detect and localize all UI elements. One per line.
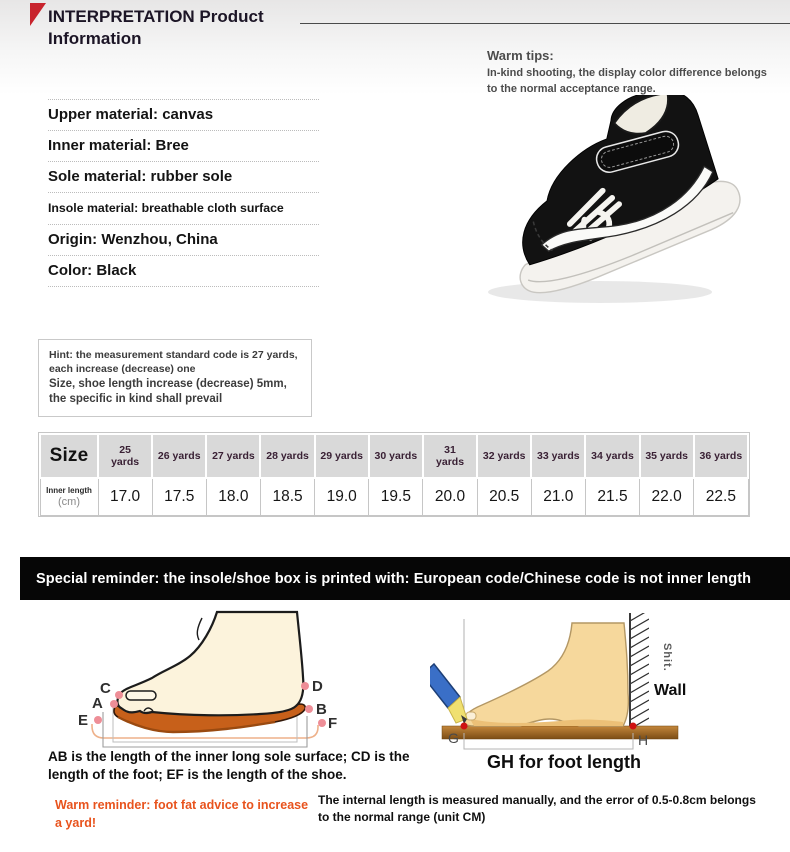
point-label-f: F bbox=[328, 715, 338, 732]
toenail bbox=[466, 712, 476, 720]
size-column-header: 29 yards bbox=[315, 434, 369, 478]
list-item: Insole material: breathable cloth surface bbox=[48, 193, 319, 225]
point-dot-h bbox=[630, 723, 637, 730]
size-column-header: 32 yards bbox=[477, 434, 531, 478]
pencil bbox=[430, 664, 467, 724]
size-table-value-row bbox=[40, 478, 748, 515]
shoe-drawing bbox=[475, 95, 748, 309]
foot-shape bbox=[464, 623, 628, 726]
list-item: Sole material: rubber sole bbox=[48, 162, 319, 193]
size-table-corner-label: Size bbox=[40, 434, 98, 478]
warm-tips-block bbox=[487, 48, 779, 98]
inner-length-row-label: Inner length (cm) bbox=[40, 478, 98, 515]
insole-measure-diagram bbox=[40, 608, 400, 753]
inner-length-value: 21.0 bbox=[531, 478, 585, 515]
inner-length-value: 21.5 bbox=[585, 478, 639, 515]
inner-length-value: 20.0 bbox=[423, 478, 477, 515]
size-column-header: 31 yards bbox=[423, 434, 477, 478]
wall-label: Wall bbox=[654, 682, 687, 699]
size-column-header: 30 yards bbox=[369, 434, 423, 478]
page-title: INTERPRETATION Product Information bbox=[48, 7, 264, 49]
list-item: Inner material: Bree bbox=[48, 131, 319, 162]
warm-reminder-note: Warm reminder: foot fat advice to increase a yard! bbox=[55, 798, 309, 831]
size-column-header: 26 yards bbox=[152, 434, 206, 478]
list-item: Origin: Wenzhou, China bbox=[48, 225, 319, 256]
hint-box bbox=[38, 339, 312, 417]
inner-length-value: 18.5 bbox=[260, 478, 314, 515]
size-column-header: 35 yards bbox=[640, 434, 694, 478]
product-shoe-photo bbox=[475, 95, 790, 310]
size-column-header: 27 yards bbox=[206, 434, 260, 478]
header-divider-line bbox=[300, 23, 790, 24]
point-label-b: B bbox=[316, 701, 327, 718]
point-label-g: G bbox=[448, 730, 459, 746]
point-label-d: D bbox=[312, 678, 323, 695]
size-column-header: 25 yards bbox=[98, 434, 152, 478]
warm-tips-body: In-kind shooting, the display color difference belongs to the normal acceptance range. bbox=[487, 67, 767, 95]
inner-length-value: 22.0 bbox=[640, 478, 694, 515]
size-column-header: 28 yards bbox=[260, 434, 314, 478]
corner-flag-decoration bbox=[30, 3, 46, 26]
inner-length-value: 20.5 bbox=[477, 478, 531, 515]
toenail bbox=[126, 691, 156, 700]
measurement-error-note: The internal length is measured manually, and the error of 0.5-0.8cm belongs to the normal range (unit CM) bbox=[318, 793, 756, 824]
gh-caption: GH for foot length bbox=[487, 752, 641, 772]
materials-list bbox=[48, 99, 319, 287]
size-column-header: 36 yards bbox=[694, 434, 748, 478]
size-column-header: 33 yards bbox=[531, 434, 585, 478]
point-label-c: C bbox=[100, 680, 111, 697]
hint-line-2: Size, shoe length increase (decrease) 5mm, the specific in kind shall prevail bbox=[49, 378, 287, 405]
foot-length-diagram bbox=[430, 605, 790, 755]
inner-length-value: 17.0 bbox=[98, 478, 152, 515]
ab-ef-caption: AB is the length of the inner long sole surface; CD is the length of the foot; EF is the length of the shoe. bbox=[48, 749, 410, 783]
size-table bbox=[38, 432, 750, 517]
list-item: Color: Black bbox=[48, 256, 319, 287]
size-table-header-row bbox=[40, 434, 748, 478]
point-label-h: H bbox=[638, 732, 649, 748]
wall-vertical-label: Shit. bbox=[661, 643, 673, 672]
wall-hatch bbox=[630, 610, 649, 729]
inner-length-value: 18.0 bbox=[206, 478, 260, 515]
hint-line-1: Hint: the measurement standard code is 27 yards, each increase (decrease) one bbox=[49, 349, 298, 375]
point-dot-g bbox=[461, 723, 468, 730]
list-item: Upper material: canvas bbox=[48, 100, 319, 131]
point-label-e: E bbox=[78, 712, 89, 729]
inner-length-value: 19.0 bbox=[315, 478, 369, 515]
size-column-header: 34 yards bbox=[585, 434, 639, 478]
ankle-crease bbox=[197, 618, 202, 640]
point-label-a: A bbox=[92, 695, 103, 712]
special-reminder-text: Special reminder: the insole/shoe box is printed with: European code/Chinese code is not inner length bbox=[36, 570, 752, 587]
inner-length-value: 19.5 bbox=[369, 478, 423, 515]
inner-length-value: 22.5 bbox=[694, 478, 748, 515]
special-reminder-banner bbox=[20, 557, 790, 600]
inner-length-value: 17.5 bbox=[152, 478, 206, 515]
warm-tips-title: Warm tips: bbox=[487, 48, 554, 63]
